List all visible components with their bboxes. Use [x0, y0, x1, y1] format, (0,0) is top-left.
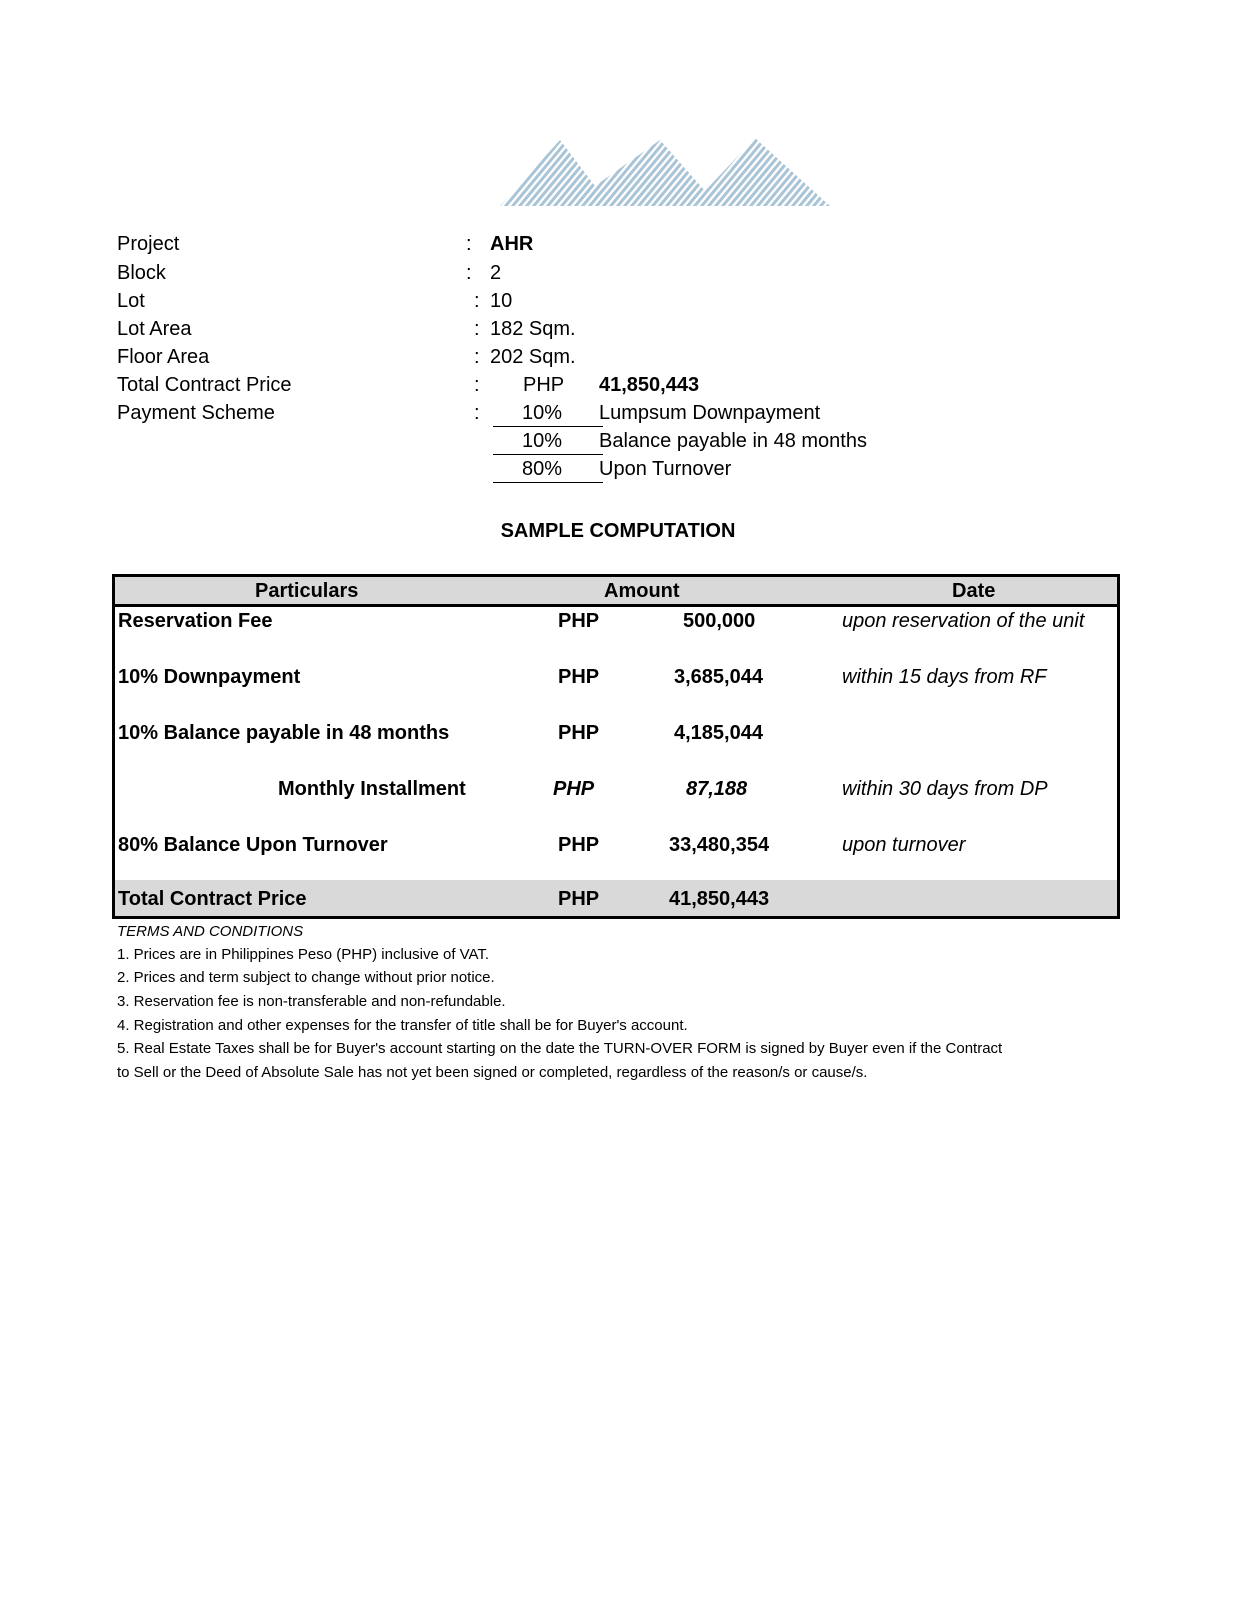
colon: : [474, 290, 480, 312]
term-item: 1. Prices are in Philippines Peso (PHP) inclusive of VAT. [117, 946, 490, 963]
table-header [115, 577, 1117, 607]
date: upon turnover [842, 834, 966, 856]
currency: PHP [558, 610, 600, 632]
header-amount: Amount [604, 580, 680, 602]
scheme-percent: 10% [522, 402, 563, 424]
logo-hatch-line [500, 136, 508, 208]
logo-hatch-line [826, 136, 830, 208]
mountain-logo-icon [500, 136, 830, 208]
table-row [115, 608, 1117, 638]
floor-area-value: 202 Sqm. [490, 346, 576, 368]
colon: : [474, 346, 480, 368]
project-label: Project [117, 233, 180, 255]
logo-hatch-line [819, 136, 830, 208]
term-item: 4. Registration and other expenses for the transfer of title shall be for Buyer's account. [117, 1017, 688, 1034]
colon: : [466, 233, 472, 255]
total-currency: PHP [558, 888, 600, 910]
currency: PHP [558, 834, 600, 856]
header-particulars: Particulars [255, 580, 359, 602]
computation-table [112, 574, 1120, 919]
project-value: AHR [490, 233, 534, 255]
colon: : [474, 318, 480, 340]
logo-hatch-line [500, 136, 501, 208]
date: upon reservation of the unit [842, 610, 1085, 632]
header-date: Date [952, 580, 996, 602]
floor-area-label: Floor Area [117, 346, 210, 368]
lot-value: 10 [490, 290, 513, 312]
amount: 87,188 [686, 778, 748, 800]
section-title: SAMPLE COMPUTATION [500, 520, 736, 542]
terms-title: TERMS AND CONDITIONS [117, 923, 304, 940]
underline [493, 426, 603, 427]
amount: 4,185,044 [674, 722, 763, 744]
total-row [115, 880, 1117, 916]
colon: : [474, 374, 480, 396]
total-particular: Total Contract Price [118, 888, 307, 910]
table-row [115, 664, 1117, 694]
block-label: Block [117, 262, 166, 284]
scheme-description: Upon Turnover [599, 458, 732, 480]
total-contract-price-label: Total Contract Price [117, 374, 292, 396]
total-amount: 41,850,443 [669, 888, 770, 910]
lot-area-label: Lot Area [117, 318, 192, 340]
term-item: 5. Real Estate Taxes shall be for Buyer's account starting on the date the TURN-OVER FORM is signed by Buyer even if the Contract [117, 1040, 1003, 1057]
scheme-description: Balance payable in 48 months [599, 430, 867, 452]
amount: 33,480,354 [669, 834, 770, 856]
table-row [115, 832, 1117, 862]
currency: PHP [558, 722, 600, 744]
colon: : [474, 402, 480, 424]
block-value: 2 [490, 262, 502, 284]
amount: 3,685,044 [674, 666, 763, 688]
currency: PHP [558, 666, 600, 688]
tcp-currency: PHP [523, 374, 565, 396]
table-row [115, 720, 1117, 750]
particular: Monthly Installment [278, 778, 466, 800]
term-item: to Sell or the Deed of Absolute Sale has not yet been signed or completed, regardless of the reason/s or cause/s. [117, 1064, 868, 1081]
payment-scheme-label: Payment Scheme [117, 402, 275, 424]
logo-hatch-line [791, 136, 830, 208]
term-item: 3. Reservation fee is non-transferable and non-refundable. [117, 993, 506, 1010]
term-item: 2. Prices and term subject to change without prior notice. [117, 969, 495, 986]
lot-area-value: 182 Sqm. [490, 318, 576, 340]
scheme-description: Lumpsum Downpayment [599, 402, 821, 424]
lot-label: Lot [117, 290, 145, 312]
date: within 15 days from RF [842, 666, 1047, 688]
scheme-percent: 80% [522, 458, 563, 480]
underline [493, 454, 603, 455]
particular: 10% Downpayment [118, 666, 301, 688]
particular: Reservation Fee [118, 610, 273, 632]
scheme-percent: 10% [522, 430, 563, 452]
colon: : [466, 262, 472, 284]
underline [493, 482, 603, 483]
amount: 500,000 [683, 610, 756, 632]
table-row [115, 776, 1117, 806]
particular: 80% Balance Upon Turnover [118, 834, 388, 856]
currency: PHP [553, 778, 595, 800]
particular: 10% Balance payable in 48 months [118, 722, 450, 744]
tcp-value: 41,850,443 [599, 374, 700, 396]
logo-hatch-line [500, 136, 536, 208]
date: within 30 days from DP [842, 778, 1048, 800]
